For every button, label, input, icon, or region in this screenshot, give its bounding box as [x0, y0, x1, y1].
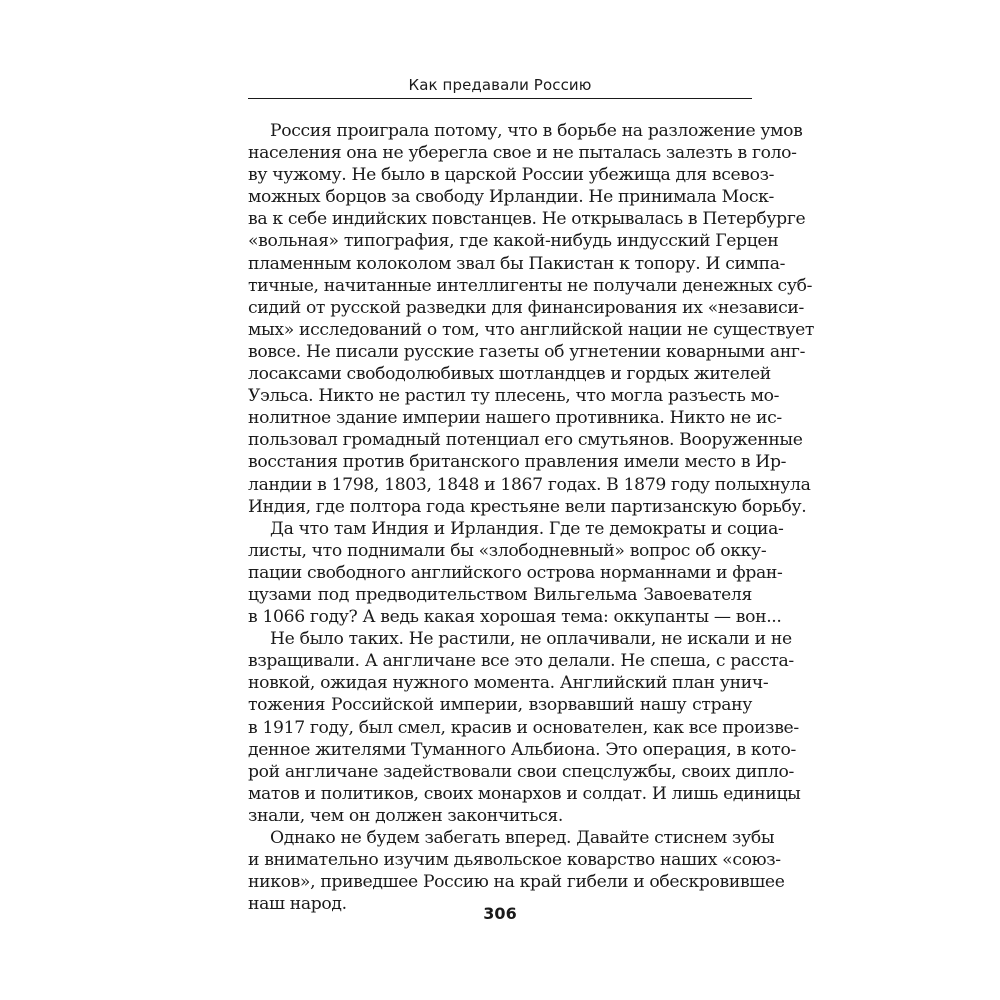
text-line: ва к себе индийских повстанцев. Не открывалась в Петербурге — [248, 209, 806, 230]
page-number: 306 — [483, 904, 517, 923]
text-line: можных борцов за свободу Ирландии. Не принимала Моск- — [248, 187, 774, 208]
running-title: Как предавали Россию — [408, 76, 592, 94]
text-line: наш народ. — [248, 894, 347, 915]
text-line: вовсе. Не писали русские газеты об угнетении коварными анг- — [248, 341, 806, 362]
text-line: сидий от русской разведки для финансирования их «независи- — [248, 297, 804, 318]
text-line: знали, чем он должен закончиться. — [248, 805, 563, 826]
body-text — [248, 120, 815, 915]
text-line: Россия проиграла потому, что в борьбе на разложение умов — [270, 121, 803, 141]
text-line: взращивали. А англичане все это делали. Не спеша, с расста- — [248, 651, 794, 672]
text-line: ландии в 1798, 1803, 1848 и 1867 годах. В 1879 году полыхнула — [248, 474, 811, 495]
text-line: Уэльса. Никто не растил ту плесень, что могла разъесть мо- — [248, 386, 780, 407]
header-rule — [248, 98, 752, 99]
text-line: и внимательно изучим дьявольское коварство наших «союз- — [248, 850, 781, 871]
text-line: «вольная» типография, где какой-нибудь индусский Герцен — [248, 231, 779, 252]
text-line: ников», приведшее Россию на край гибели и обескровившее — [248, 872, 785, 893]
text-line: ву чужому. Не было в царской России убежища для всевоз- — [248, 165, 775, 186]
text-line: пации свободного английского острова норманнами и фран- — [248, 562, 783, 583]
text-line: листы, что поднимали бы «злободневный» вопрос об окку- — [248, 540, 767, 561]
text-line: пользовал громадный потенциал его смутьянов. Вооруженные — [248, 430, 803, 451]
text-line: денное жителями Туманного Альбиона. Это операция, в кото- — [248, 739, 796, 760]
text-line: Однако не будем забегать вперед. Давайте стиснем зубы — [270, 828, 775, 848]
text-line: лосаксами свободолюбивых шотландцев и гордых жителей — [248, 364, 771, 385]
text-line: Индия, где полтора года крестьяне вели партизанскую борьбу. — [248, 496, 807, 517]
text-line: мых» исследований о том, что английской нации не существует — [248, 319, 815, 340]
text-line: в 1066 году? А ведь какая хорошая тема: оккупанты — вон... — [248, 607, 782, 628]
text-line: Да что там Индия и Ирландия. Где те демократы и социа- — [270, 518, 784, 539]
text-line: тичные, начитанные интеллигенты не получали денежных суб- — [248, 275, 813, 296]
text-line: пламенным колоколом звал бы Пакистан к топору. И симпа- — [248, 253, 786, 274]
text-line: Не было таких. Не растили, не оплачивали, не искали и не — [270, 629, 792, 650]
text-line: матов и политиков, своих монархов и солдат. И лишь единицы — [248, 783, 801, 804]
text-line: в 1917 году, был смел, красив и основателен, как все произве- — [248, 717, 799, 738]
text-line: цузами под предводительством Вильгельма Завоевателя — [248, 584, 752, 605]
text-line: тожения Российской империи, взорвавший нашу страну — [248, 695, 752, 716]
text-line: рой англичане задействовали свои спецслужбы, своих дипло- — [248, 761, 794, 782]
text-line: новкой, ожидая нужного момента. Английский план унич- — [248, 673, 769, 694]
text-line: нолитное здание империи нашего противника. Никто не ис- — [248, 408, 782, 429]
text-line: восстания против британского правления имели место в Ир- — [248, 452, 787, 473]
text-line: населения она не уберегла свое и не пыталась залезть в голо- — [248, 143, 797, 164]
